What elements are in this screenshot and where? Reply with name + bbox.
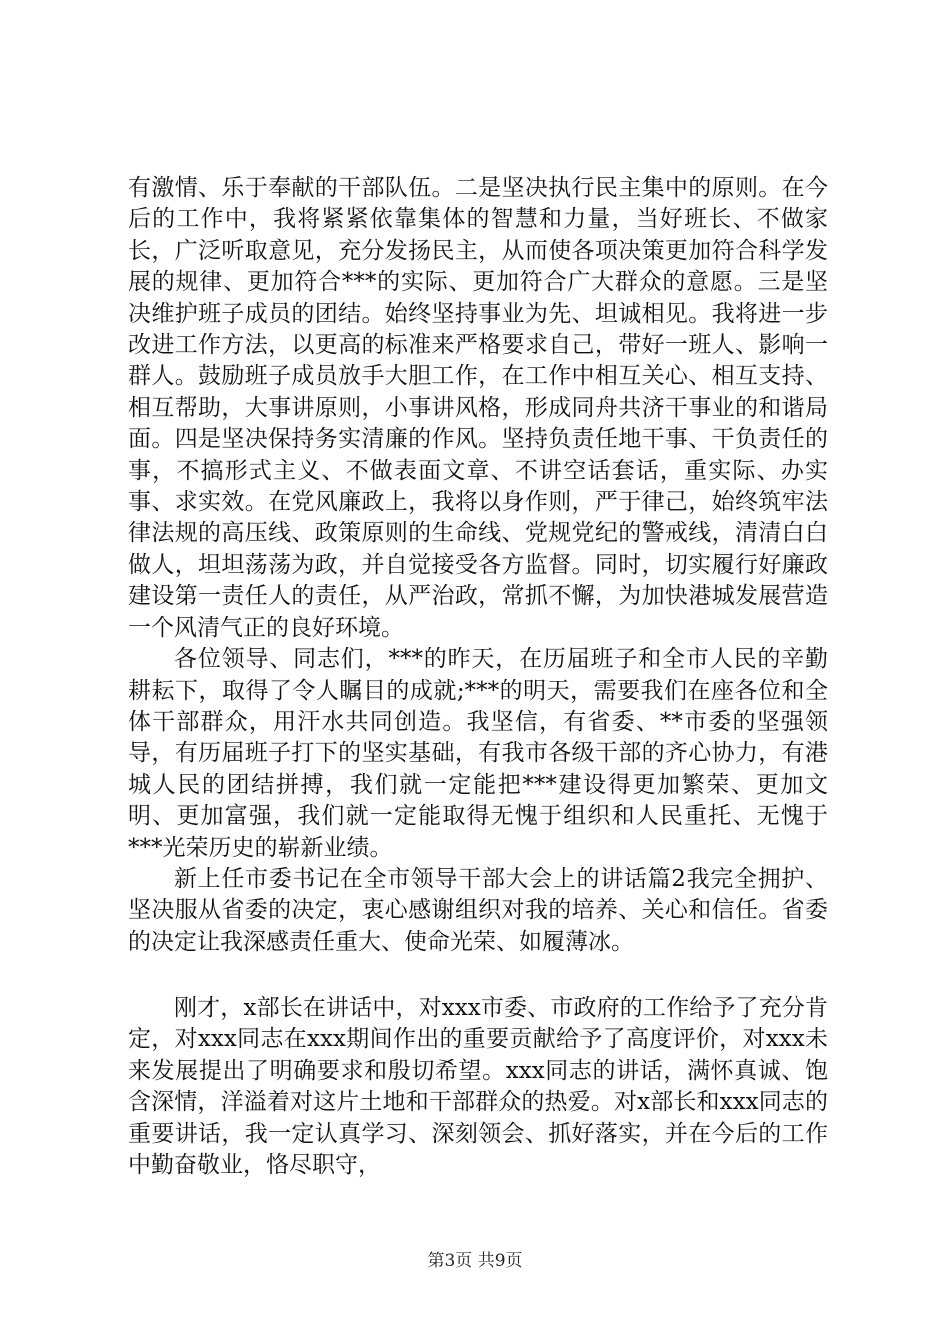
paragraph-2: 各位领导、同志们，***的昨天，在历届班子和全市人民的辛勤耕耘下，取得了令人瞩目的成就;***的明天，需要我们在座各位和全体干部群众，用汗水共同创造。我坚信，有省委、**市委的坚强领导，有历届班子打下的坚实基础，有我市各级干部的齐心协力，有港城人民的团结拼搏，我们就一定能把***建设得更加繁荣、更加文明、更加富强，我们就一定能取得无愧于组织和人民重托、无愧于***光荣历史的崭新业绩。 [128,646,828,861]
body-text-section-a [128,173,828,958]
page-footer [0,1246,950,1271]
body-text-section-b [128,993,828,1181]
paragraph-1: 有激情、乐于奉献的干部队伍。二是坚决执行民主集中的原则。在今后的工作中，我将紧紧依靠集体的智慧和力量，当好班长、不做家长，广泛听取意见，充分发扬民主，从而使各项决策更加符合科学发展的规律、更加符合***的实际、更加符合广大群众的意愿。三是坚决维护班子成员的团结。始终坚持事业为先、坦诚相见。我将进一步改进工作方法，以更高的标准来严格要求自己，带好一班人、影响一群人。鼓励班子成员放手大胆工作，在工作中相互关心、相互支持、相互帮助，大事讲原则，小事讲风格，形成同舟共济干事业的和谐局面。四是坚决保持务实清廉的作风。坚持负责任地干事、干负责任的事，不搞形式主义、不做表面文章、不讲空话套话，重实际、办实事、求实效。在党风廉政上，我将以身作则，严于律己，始终筑牢法律法规的高压线、政策原则的生命线、党规党纪的警戒线，清清白白做人，坦坦荡荡为政，并自觉接受各方监督。同时，切实履行好廉政建设第一责任人的责任，从严治政，常抓不懈，为加快港城发展营造一个风清气正的良好环境。 [128,175,828,641]
paragraph-3: 新上任市委书记在全市领导干部大会上的讲话篇2我完全拥护、坚决服从省委的决定，衷心感谢组织对我的培养、关心和信任。省委的决定让我深感责任重大、使命光荣、如履薄冰。 [128,865,828,955]
page-number-label: 第3页 共9页 [427,1251,523,1271]
paragraph-4: 刚才，x部长在讲话中，对xxx市委、市政府的工作给予了充分肯定，对xxx同志在xxx期间作出的重要贡献给予了高度评价，对xxx未来发展提出了明确要求和殷切希望。xxx同志的讲话，满怀真诚、饱含深情，洋溢着对这片土地和干部群众的热爱。对x部长和xxx同志的重要讲话，我一定认真学习、深刻领会、抓好落实，并在今后的工作中勤奋敬业，恪尽职守， [128,995,828,1179]
